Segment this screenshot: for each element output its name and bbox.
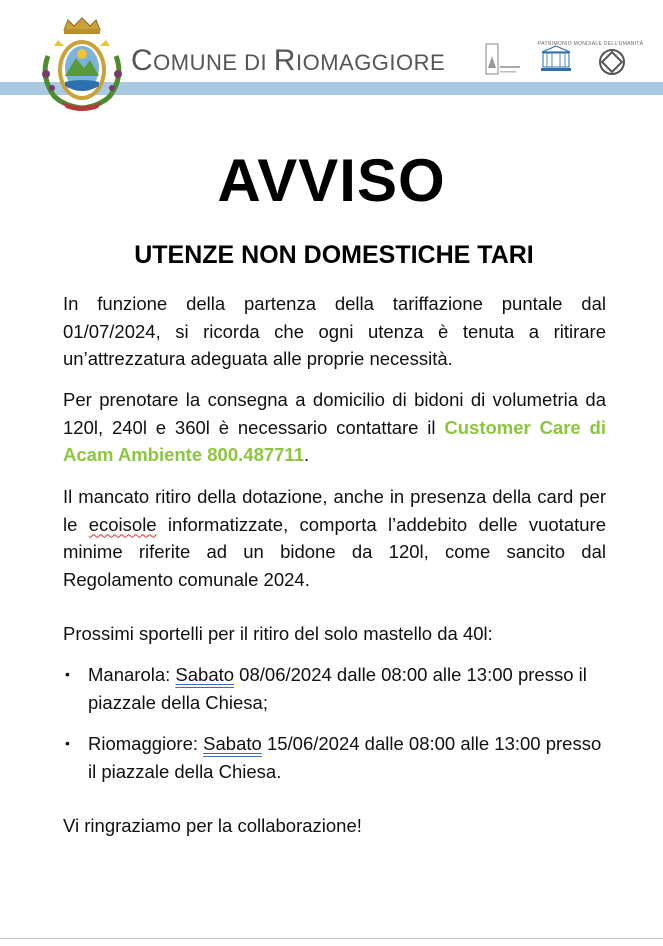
town-crest-icon [36,16,128,112]
paragraph-next-desks: Prossimi sportelli per il ritiro del solo mastello da 40l: [63,623,493,644]
town-name: COMUNE DI RIOMAGGIORE [131,44,446,77]
unesco-logo-icon [541,46,571,71]
paragraph-tariff-start: In funzione della partenza della tariffazione puntale dal 01/07/2024, si ricorda che ogni utenza è tenuta a ritirare un’attrezzatura adeguata alle proprie necessità. [63,293,606,369]
heritage-caption: PATRIMONIO MONDIALE DELL'UMANITÀ [538,41,644,47]
ecoisole-word: ecoisole [88,513,157,535]
paragraph-missed-pickup: Il mancato ritiro della dotazione, anche in presenza della card per le ecoisole informatizzate, comporta l’addebito delle vuotature minime riferite ad un bidone da 120l, come sancito dal Regolamento comunale 2024. [63,486,606,590]
desks-list [63,661,606,799]
notice-title: AVVISO [217,147,446,214]
notice-subtitle: UTENZE NON DOMESTICHE TARI [134,241,534,269]
customer-care-contact: Customer Care di Acam Ambiente 800.487711 [63,416,606,465]
world-heritage-emblem-icon [600,50,624,74]
page-bottom-divider [0,938,663,939]
national-park-logo-icon [486,44,520,74]
paragraph-booking: Per prenotare la consegna a domicilio di bidoni di volumetria da 120l, 240l e 360l è necessario contattare il Customer Care di Acam Ambiente 800.487711. [63,389,606,465]
list-item: • Manarola: Sabato 08/06/2024 dalle 08:00 alle 13:00 presso il piazzale della Chiesa; [65,664,587,713]
list-item: • Riomaggiore: Sabato 15/06/2024 dalle 08:00 alle 13:00 presso il piazzale della Chiesa. [65,733,602,782]
partner-logos [484,38,634,82]
closing-thanks: Vi ringraziamo per la collaborazione! [63,815,362,836]
